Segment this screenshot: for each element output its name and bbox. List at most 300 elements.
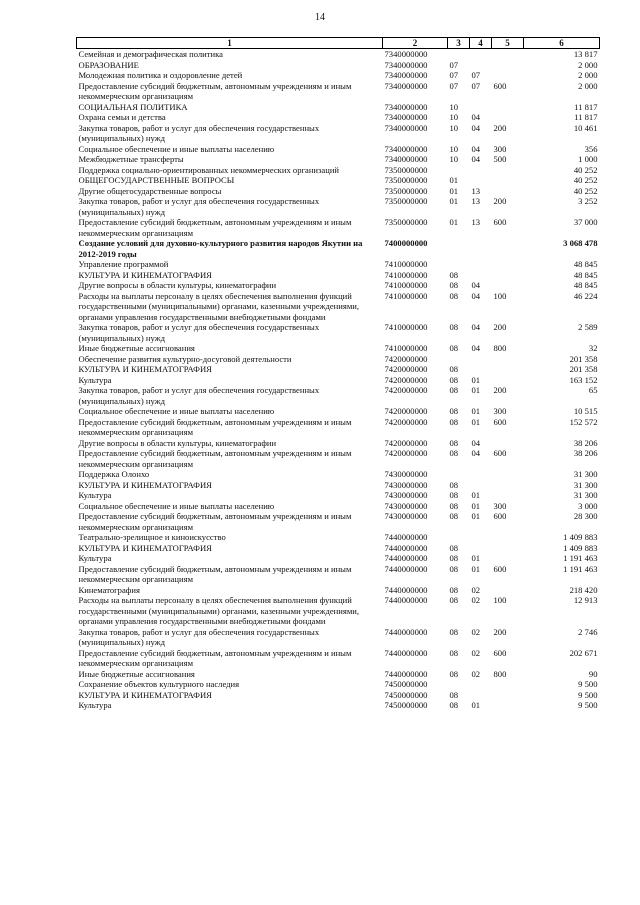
row-type-cell <box>492 354 524 365</box>
row-amount-cell: 9 500 <box>578 700 598 710</box>
row-type-cell <box>492 175 524 186</box>
table-row <box>77 354 600 365</box>
row-subsection-cell: 07 <box>471 80 481 91</box>
row-amount-cell: 10 461 <box>573 122 598 133</box>
row-amount-cell: 31 300 <box>573 479 598 490</box>
row-type-cell: 600 <box>493 80 507 91</box>
row-type-cell: 600 <box>493 647 507 658</box>
row-type-cell <box>492 532 524 543</box>
column-header-subsection: 4 <box>470 38 492 49</box>
row-type-cell: 100 <box>493 290 507 301</box>
row-amount-cell: 1 191 463 <box>563 553 598 563</box>
row-section-cell: 07 <box>449 70 459 80</box>
row-section-cell: 08 <box>449 542 459 553</box>
row-type-cell: 600 <box>493 448 507 458</box>
budget-table <box>76 37 600 711</box>
row-amount-cell: 3 000 <box>578 500 598 511</box>
row-name-cell: Культура <box>78 700 112 710</box>
row-amount-cell: 90 <box>588 668 598 679</box>
row-subsection-cell <box>470 49 492 60</box>
row-type-cell: 100 <box>493 595 507 605</box>
row-code-cell: 7420000000 <box>384 437 428 448</box>
row-name-cell: Межбюджетные трансферты <box>78 154 184 164</box>
row-subsection-cell: 04 <box>471 343 481 353</box>
row-subsection-cell: 04 <box>471 143 481 154</box>
table-row <box>77 123 600 144</box>
row-code-cell: 7410000000 <box>384 280 428 290</box>
column-header-type: 5 <box>492 38 524 49</box>
row-code-cell: 7400000000 <box>384 238 428 248</box>
table-row <box>77 60 600 71</box>
row-code-cell: 7440000000 <box>384 542 428 553</box>
row-name-cell: Молодежная политика и оздоровление детей <box>78 70 243 80</box>
table-row <box>77 196 600 217</box>
table-row <box>77 165 600 176</box>
row-subsection-cell: 01 <box>471 700 481 710</box>
row-section-cell: 08 <box>449 490 459 500</box>
table-row <box>77 270 600 281</box>
row-section-cell: 01 <box>449 185 459 196</box>
row-amount-cell: 11 817 <box>574 101 598 112</box>
row-subsection-cell: 02 <box>471 584 481 595</box>
table-row <box>77 669 600 680</box>
row-amount-cell: 1 409 883 <box>563 532 598 542</box>
row-subsection-cell: 01 <box>471 374 481 385</box>
row-amount-cell: 37 000 <box>573 217 598 227</box>
row-section-cell: 08 <box>449 269 459 280</box>
table-row <box>77 585 600 596</box>
row-section-cell: 08 <box>449 668 459 679</box>
row-type-cell <box>492 490 524 501</box>
row-name-cell: Предоставление субсидий бюджетным, автономным учреждениям и иным некоммерческим организациям <box>78 448 352 469</box>
row-subsection-cell: 01 <box>471 553 481 563</box>
row-amount-cell: 40 252 <box>573 164 598 175</box>
row-name-cell: Иные бюджетные ассигнования <box>78 668 195 679</box>
table-row <box>77 175 600 186</box>
table-row <box>77 49 600 60</box>
row-section-cell: 08 <box>449 553 459 563</box>
row-subsection-cell <box>470 60 492 71</box>
row-type-cell <box>492 102 524 113</box>
row-subsection-cell: 04 <box>471 280 481 290</box>
row-name-cell: Другие общегосударственные вопросы <box>78 185 222 196</box>
table-row <box>77 553 600 564</box>
row-code-cell: 7340000000 <box>384 70 428 80</box>
row-code-cell: 7440000000 <box>384 532 428 542</box>
row-name-cell: Семейная и демографическая политика <box>78 49 223 59</box>
column-header-name: 1 <box>77 38 383 49</box>
row-subsection-cell <box>470 532 492 543</box>
row-name-cell: Социальное обеспечение и иные выплаты населению <box>78 143 275 154</box>
row-name-cell: Другие вопросы в области культуры, кинематографии <box>78 280 277 290</box>
row-type-cell: 200 <box>493 196 507 206</box>
row-section-cell: 08 <box>449 416 459 427</box>
row-type-cell <box>492 700 524 711</box>
row-section-cell: 08 <box>449 479 459 490</box>
table-row <box>77 154 600 165</box>
header-row <box>77 38 600 49</box>
table-row <box>77 648 600 669</box>
row-amount-cell: 48 845 <box>573 280 598 290</box>
row-section-cell <box>448 259 470 270</box>
row-section-cell: 01 <box>449 217 459 227</box>
row-subsection-cell: 04 <box>471 437 481 448</box>
row-code-cell: 7450000000 <box>384 679 428 689</box>
row-type-cell <box>492 70 524 81</box>
row-section-cell: 10 <box>449 154 459 164</box>
row-name-cell: Социальное обеспечение и иные выплаты населению <box>78 406 275 416</box>
row-name-cell: Иные бюджетные ассигнования <box>78 343 195 353</box>
row-code-cell: 7440000000 <box>384 563 428 574</box>
row-subsection-cell: 04 <box>471 448 481 458</box>
row-name-cell: Культура <box>78 553 112 563</box>
row-code-cell: 7440000000 <box>384 626 428 637</box>
row-name-cell: Предоставление субсидий бюджетным, автономным учреждениям и иным некоммерческим организациям <box>78 511 352 532</box>
row-amount-cell: 9 500 <box>578 679 598 689</box>
row-type-cell <box>492 364 524 375</box>
row-name-cell: Поддержка Олонхо <box>78 469 150 479</box>
table-row <box>77 595 600 627</box>
row-name-cell: Расходы на выплаты персоналу в целях обеспечения выполнения функций государственными (муниципальными) органами, казенными учреждениями, органами управления государственными внебюджетными фондами <box>78 290 360 322</box>
row-subsection-cell: 01 <box>471 416 481 427</box>
row-code-cell: 7440000000 <box>384 668 428 679</box>
row-type-cell <box>492 679 524 690</box>
row-subsection-cell: 13 <box>471 196 481 206</box>
row-section-cell: 08 <box>449 290 459 301</box>
row-name-cell: Предоставление субсидий бюджетным, автономным учреждениям и иным некоммерческим организациям <box>78 80 352 101</box>
row-amount-cell: 31 300 <box>573 490 598 500</box>
row-section-cell: 08 <box>449 280 459 290</box>
page-number: 14 <box>315 12 325 23</box>
row-name-cell: Расходы на выплаты персоналу в целях обеспечения выполнения функций государственными (муниципальными) органами, казенными учреждениями, органами управления государственными внебюджетными фондами <box>78 595 360 626</box>
row-subsection-cell <box>470 270 492 281</box>
row-amount-cell: 356 <box>584 143 598 154</box>
row-amount-cell: 3 252 <box>578 196 598 206</box>
table-row <box>77 238 600 259</box>
table-row <box>77 364 600 375</box>
row-code-cell: 7410000000 <box>384 269 428 280</box>
row-code-cell: 7440000000 <box>384 595 428 605</box>
row-code-cell: 7420000000 <box>384 353 428 364</box>
row-amount-cell: 48 845 <box>573 259 598 269</box>
row-code-cell: 7340000000 <box>384 80 428 91</box>
row-section-cell: 07 <box>449 80 459 91</box>
row-amount-cell: 3 068 478 <box>563 238 598 248</box>
row-amount-cell: 1 000 <box>578 154 598 164</box>
row-type-cell: 200 <box>493 122 507 133</box>
row-name-cell: Социальное обеспечение и иные выплаты населению <box>78 500 275 511</box>
row-amount-cell: 9 500 <box>578 689 598 700</box>
row-code-cell: 7340000000 <box>384 112 428 122</box>
row-section-cell <box>448 532 470 543</box>
row-name-cell: Предоставление субсидий бюджетным, автономным учреждениям и иным некоммерческим организациям <box>78 647 352 668</box>
row-type-cell: 500 <box>493 154 507 164</box>
table-row <box>77 564 600 585</box>
row-name-cell: КУЛЬТУРА И КИНЕМАТОГРАФИЯ <box>78 542 212 553</box>
row-section-cell <box>448 354 470 365</box>
row-type-cell <box>492 438 524 449</box>
row-name-cell: Создание условий для духовно-культурного развития народов Якутии на 2012-2019 годы <box>78 238 363 259</box>
row-type-cell <box>492 375 524 386</box>
row-amount-cell: 2 589 <box>578 322 598 332</box>
row-section-cell <box>448 165 470 176</box>
row-amount-cell: 201 358 <box>569 364 598 374</box>
row-code-cell: 7350000000 <box>384 196 428 206</box>
row-name-cell: Закупка товаров, работ и услуг для обеспечения государственных (муниципальных) нужд <box>78 196 320 217</box>
row-section-cell: 07 <box>449 59 459 70</box>
row-section-cell: 08 <box>449 343 459 353</box>
row-subsection-cell <box>470 165 492 176</box>
row-amount-cell: 65 <box>588 385 598 395</box>
table-row <box>77 490 600 501</box>
row-section-cell: 08 <box>449 563 459 574</box>
row-subsection-cell: 01 <box>471 563 481 574</box>
row-name-cell: КУЛЬТУРА И КИНЕМАТОГРАФИЯ <box>78 689 212 700</box>
row-subsection-cell <box>470 679 492 690</box>
table-row <box>77 480 600 491</box>
table-row <box>77 259 600 270</box>
row-amount-cell: 10 515 <box>573 406 598 416</box>
row-subsection-cell: 02 <box>471 647 481 658</box>
row-subsection-cell: 01 <box>471 385 481 395</box>
row-subsection-cell: 01 <box>471 511 481 521</box>
table-row <box>77 144 600 155</box>
row-amount-cell: 32 <box>588 343 598 353</box>
row-section-cell: 08 <box>449 385 459 395</box>
row-type-cell <box>492 543 524 554</box>
row-name-cell: Обеспечение развития культурно-досуговой деятельности <box>78 353 292 364</box>
row-code-cell: 7430000000 <box>384 500 428 511</box>
row-name-cell: Поддержка социально-ориентированных некоммерческих организаций <box>78 164 340 175</box>
row-name-cell: ОБРАЗОВАНИЕ <box>78 59 139 70</box>
row-code-cell: 7450000000 <box>384 700 428 710</box>
row-amount-cell: 202 671 <box>569 647 598 658</box>
row-code-cell: 7350000000 <box>384 164 428 175</box>
row-amount-cell: 2 000 <box>578 59 598 70</box>
row-name-cell: Другие вопросы в области культуры, кинематографии <box>78 437 277 448</box>
row-type-cell <box>492 60 524 71</box>
row-code-cell: 7430000000 <box>384 511 428 521</box>
row-subsection-cell: 02 <box>471 626 481 637</box>
table-row <box>77 679 600 690</box>
row-type-cell: 200 <box>493 626 507 637</box>
row-code-cell: 7420000000 <box>384 364 428 374</box>
table-row <box>77 217 600 238</box>
row-subsection-cell: 02 <box>471 595 481 605</box>
row-type-cell <box>492 585 524 596</box>
row-type-cell: 600 <box>493 416 507 427</box>
row-amount-cell: 11 817 <box>574 112 598 122</box>
row-type-cell <box>492 112 524 123</box>
row-subsection-cell: 04 <box>471 322 481 332</box>
table-row <box>77 186 600 197</box>
row-amount-cell: 13 817 <box>573 49 598 59</box>
row-code-cell: 7430000000 <box>384 469 428 479</box>
row-code-cell: 7410000000 <box>384 290 428 301</box>
row-subsection-cell <box>470 259 492 270</box>
row-type-cell: 800 <box>493 668 507 679</box>
row-amount-cell: 1 191 463 <box>563 563 598 574</box>
row-type-cell: 200 <box>493 322 507 332</box>
table-row <box>77 543 600 554</box>
row-section-cell: 08 <box>449 406 459 416</box>
table-row <box>77 469 600 480</box>
table-row <box>77 112 600 123</box>
table-row <box>77 291 600 323</box>
row-code-cell: 7340000000 <box>384 154 428 164</box>
row-code-cell: 7410000000 <box>384 259 428 269</box>
row-subsection-cell: 04 <box>471 122 481 133</box>
row-code-cell: 7410000000 <box>384 343 428 353</box>
row-name-cell: Закупка товаров, работ и услуг для обеспечения государственных (муниципальных) нужд <box>78 122 320 143</box>
row-name-cell: ОБЩЕГОСУДАРСТВЕННЫЕ ВОПРОСЫ <box>78 175 235 185</box>
row-type-cell <box>492 259 524 270</box>
row-type-cell: 200 <box>493 385 507 395</box>
row-code-cell: 7450000000 <box>384 689 428 700</box>
row-section-cell <box>448 469 470 480</box>
table-row <box>77 511 600 532</box>
row-code-cell: 7440000000 <box>384 647 428 658</box>
row-subsection-cell <box>470 364 492 375</box>
row-code-cell: 7340000000 <box>384 101 428 112</box>
row-type-cell: 800 <box>493 343 507 353</box>
row-type-cell <box>492 280 524 291</box>
row-subsection-cell: 04 <box>471 112 481 122</box>
table-row <box>77 690 600 701</box>
row-subsection-cell: 02 <box>471 668 481 679</box>
row-code-cell: 7440000000 <box>384 584 428 595</box>
column-header-code: 2 <box>383 38 448 49</box>
row-name-cell: СОЦИАЛЬНАЯ ПОЛИТИКА <box>78 101 188 112</box>
row-name-cell: КУЛЬТУРА И КИНЕМАТОГРАФИЯ <box>78 269 212 280</box>
table-row <box>77 70 600 81</box>
row-code-cell: 7350000000 <box>384 175 428 185</box>
row-section-cell: 01 <box>449 196 459 206</box>
table-row <box>77 81 600 102</box>
row-code-cell: 7410000000 <box>384 322 428 332</box>
table-row <box>77 438 600 449</box>
row-section-cell: 10 <box>449 122 459 133</box>
row-section-cell: 08 <box>449 374 459 385</box>
row-code-cell: 7340000000 <box>384 122 428 133</box>
row-section-cell <box>448 49 470 60</box>
table-row <box>77 406 600 417</box>
row-subsection-cell <box>470 469 492 480</box>
row-amount-cell: 48 845 <box>573 269 598 280</box>
row-code-cell: 7340000000 <box>384 143 428 154</box>
row-type-cell <box>492 186 524 197</box>
row-type-cell <box>492 238 524 259</box>
row-section-cell: 08 <box>449 647 459 658</box>
row-type-cell <box>492 270 524 281</box>
row-section-cell: 08 <box>449 689 459 700</box>
row-section-cell <box>448 238 470 259</box>
row-subsection-cell: 13 <box>471 185 481 196</box>
row-name-cell: Закупка товаров, работ и услуг для обеспечения государственных (муниципальных) нужд <box>78 385 320 406</box>
row-subsection-cell: 01 <box>471 500 481 511</box>
row-name-cell: Культура <box>78 374 112 385</box>
row-amount-cell: 1 409 883 <box>563 542 598 553</box>
row-amount-cell: 2 000 <box>578 80 598 91</box>
row-subsection-cell <box>470 543 492 554</box>
row-name-cell: Кинематография <box>78 584 140 595</box>
row-type-cell: 300 <box>493 500 507 511</box>
table-row <box>77 375 600 386</box>
row-name-cell: Управление программой <box>78 259 169 269</box>
table-body <box>77 49 600 711</box>
row-subsection-cell <box>470 354 492 365</box>
row-section-cell: 08 <box>449 448 459 458</box>
row-amount-cell: 40 252 <box>573 185 598 196</box>
row-type-cell <box>492 690 524 701</box>
row-subsection-cell <box>470 480 492 491</box>
row-type-cell <box>492 469 524 480</box>
column-header-amount: 6 <box>524 38 600 49</box>
table-row <box>77 385 600 406</box>
row-section-cell: 08 <box>449 700 459 710</box>
row-subsection-cell: 07 <box>471 70 481 80</box>
row-subsection-cell: 01 <box>471 490 481 500</box>
row-name-cell: Предоставление субсидий бюджетным, автономным учреждениям и иным некоммерческим организациям <box>78 217 352 238</box>
row-code-cell: 7420000000 <box>384 448 428 458</box>
row-section-cell: 08 <box>449 511 459 521</box>
row-type-cell: 600 <box>493 563 507 574</box>
row-name-cell: Театрально-зрелищное и киноискусство <box>78 532 226 542</box>
row-code-cell: 7430000000 <box>384 479 428 490</box>
row-code-cell: 7440000000 <box>384 553 428 563</box>
row-section-cell <box>448 679 470 690</box>
row-amount-cell: 28 300 <box>573 511 598 521</box>
row-subsection-cell <box>470 690 492 701</box>
row-name-cell: Закупка товаров, работ и услуг для обеспечения государственных (муниципальных) нужд <box>78 322 320 343</box>
table-row <box>77 343 600 354</box>
row-code-cell: 7350000000 <box>384 217 428 227</box>
row-amount-cell: 152 572 <box>569 416 598 427</box>
row-subsection-cell <box>470 175 492 186</box>
row-amount-cell: 40 252 <box>573 175 598 185</box>
row-code-cell: 7340000000 <box>384 49 428 59</box>
row-name-cell: Сохранение объектов культурного наследия <box>78 679 240 689</box>
row-subsection-cell: 04 <box>471 154 481 164</box>
row-code-cell: 7340000000 <box>384 59 428 70</box>
row-code-cell: 7350000000 <box>384 185 428 196</box>
row-type-cell: 600 <box>493 511 507 521</box>
row-amount-cell: 201 358 <box>569 353 598 364</box>
table-row <box>77 627 600 648</box>
row-section-cell: 08 <box>449 584 459 595</box>
row-section-cell: 10 <box>449 101 459 112</box>
row-type-cell <box>492 165 524 176</box>
row-name-cell: КУЛЬТУРА И КИНЕМАТОГРАФИЯ <box>78 364 212 374</box>
table-row <box>77 448 600 469</box>
row-section-cell: 08 <box>449 364 459 374</box>
row-amount-cell: 38 206 <box>573 437 598 448</box>
row-subsection-cell: 04 <box>471 290 481 301</box>
row-name-cell: Предоставление субсидий бюджетным, автономным учреждениям и иным некоммерческим организациям <box>78 416 352 437</box>
row-type-cell: 600 <box>493 217 507 227</box>
table-row <box>77 501 600 512</box>
row-code-cell: 7420000000 <box>384 385 428 395</box>
row-code-cell: 7420000000 <box>384 374 428 385</box>
table-row <box>77 322 600 343</box>
row-subsection-cell <box>470 238 492 259</box>
row-type-cell <box>492 480 524 491</box>
table-row <box>77 417 600 438</box>
row-code-cell: 7420000000 <box>384 416 428 427</box>
row-name-cell: Культура <box>78 490 112 500</box>
row-amount-cell: 46 224 <box>573 290 598 301</box>
row-subsection-cell: 01 <box>471 406 481 416</box>
